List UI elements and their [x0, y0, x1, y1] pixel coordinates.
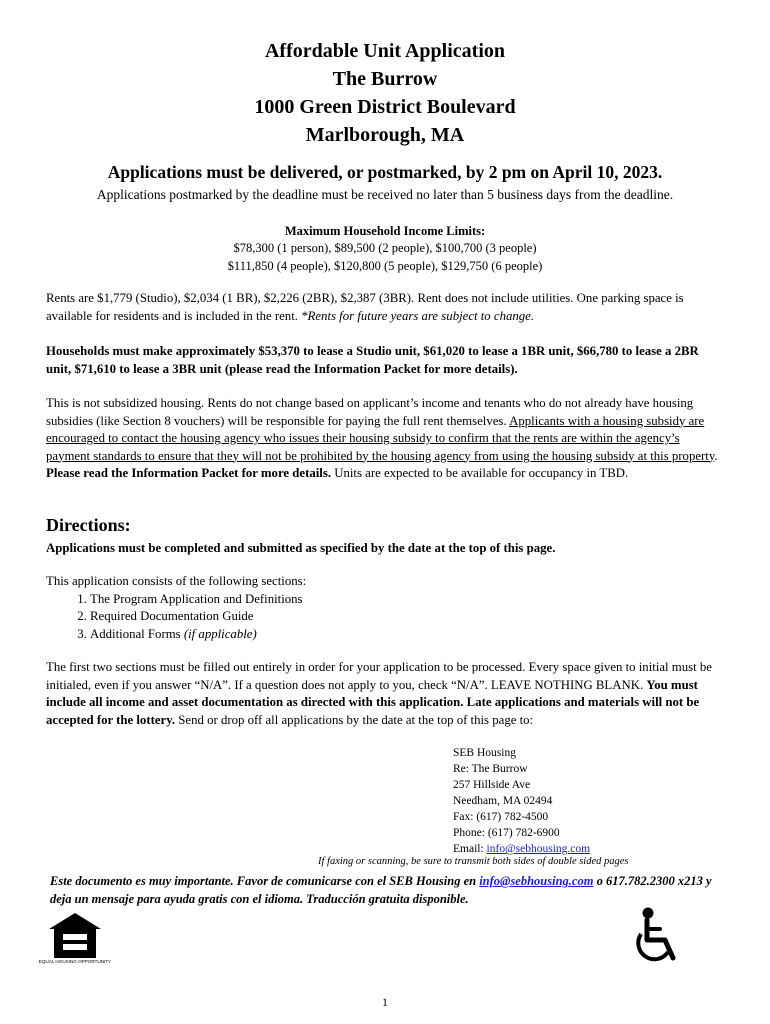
- title-line-2: The Burrow: [332, 68, 438, 90]
- subsidy-bold: Please read the Information Packet for more details.: [46, 466, 332, 480]
- title-line-1: Affordable Unit Application: [264, 40, 506, 62]
- deadline-main: Applications must be delivered, or postmarked, by 2 pm on April 10, 2023.: [107, 162, 663, 182]
- address-fax: Fax: (617) 782-4500: [453, 811, 549, 823]
- address-email-row: [453, 841, 590, 857]
- subsidy-end: Units are expected to be available for occupancy in TBD.: [331, 466, 629, 480]
- address-name: SEB Housing: [453, 747, 516, 759]
- spanish-part-2: o 617.782.2300 x213 y deja un mensaje para ayuda gratis con el idioma. Traducción gratuita disponible.: [50, 874, 712, 906]
- equal-housing-icon: [38, 910, 112, 968]
- address-city: Needham, MA 02494: [453, 795, 553, 807]
- households-paragraph: Households must make approximately $53,370 to lease a Studio unit, $61,020 to lease a 1BR unit, $66,780 to lease a 2BR unit, $71,610 to lease a 3BR unit (please read the Information Packet for more details).: [46, 344, 699, 376]
- address-phone: Phone: (617) 782-6900: [453, 827, 560, 839]
- email-link[interactable]: info@sebhousing.com: [486, 843, 591, 855]
- wheelchair-icon: [632, 906, 688, 968]
- address-re: Re: The Burrow: [453, 763, 528, 775]
- list-item: 1. The Program Application and Definitions: [90, 591, 726, 609]
- instructions-bold: You must include all income and asset documentation as directed with this application. Late applications and materials will not be accepted for the lottery.: [46, 677, 700, 727]
- income-limits-line-1: $78,300 (1 person), $89,500 (2 people), $100,700 (3 people): [233, 241, 537, 255]
- income-limits-title: Maximum Household Income Limits:: [284, 224, 486, 238]
- instructions-end: Send or drop off all applications by the date at the top of this page to:: [175, 712, 534, 727]
- subsidy-period: .: [714, 448, 718, 463]
- address-street: 257 Hillside Ave: [453, 779, 531, 791]
- list-item: 2. Required Documentation Guide: [90, 608, 726, 626]
- directions-heading: Directions:: [46, 515, 131, 535]
- instructions-paragraph: [46, 659, 726, 729]
- instructions-text: The first two sections must be filled out entirely in order for your application to be processed. Every space given to initial must be initialed, even if you answer “N/A”. If a question does not apply to you, check “N/A”. LEAVE NOTHING BLANK.: [46, 660, 712, 692]
- subsidy-underlined: Applicants with a housing subsidy are encouraged to contact the housing agency who issues their housing subsidy to confirm that the rents are within the agency’s payment standards to ensure that they will not be prohibited by the housing agency from using the housing subsidy at this property: [46, 413, 715, 463]
- subsidy-paragraph: [46, 395, 726, 483]
- page-number: 1: [382, 995, 388, 1009]
- spanish-part-1: Este documento es muy importante. Favor de comunicarse con el SEB Housing en: [50, 874, 480, 888]
- fax-note: If faxing or scanning, be sure to transmit both sides of double sided pages: [318, 856, 629, 867]
- sections-list: [46, 591, 726, 644]
- subsidy-text: This is not subsidized housing. Rents do not change based on applicant’s income and tenants who do not already have housing subsidies (like Section 8 vouchers) will be responsible for paying the full rent themselves.: [46, 396, 694, 428]
- spanish-email-link[interactable]: info@sebhousing.com: [479, 874, 594, 888]
- title-line-3: 1000 Green District Boulevard: [254, 96, 516, 118]
- mailing-address: [453, 745, 590, 857]
- spanish-notice: [50, 872, 730, 908]
- list-item: 3. Additional Forms (if applicable): [90, 626, 726, 644]
- rents-paragraph: [46, 290, 726, 325]
- directions-bold-line: Applications must be completed and submitted as specified by the date at the top of this page.: [46, 541, 556, 555]
- income-limits-line-2: $111,850 (4 people), $120,800 (5 people), $129,750 (6 people): [227, 259, 543, 273]
- deadline-sub: Applications postmarked by the deadline must be received no later than 5 business days from the deadline.: [96, 187, 674, 202]
- item-note: (if applicable): [183, 626, 257, 641]
- title-line-4: Marlborough, MA: [305, 124, 465, 146]
- rents-text: Rents are $1,779 (Studio), $2,034 (1 BR), $2,226 (2BR), $2,387 (3BR). Rent does not include utilities. One parking space is available for residents and is included in the rent.: [46, 291, 684, 323]
- email-label: Email:: [453, 843, 487, 855]
- sections-block: [46, 573, 726, 643]
- rents-note: *Rents for future years are subject to change.: [301, 308, 535, 323]
- sections-intro: This application consists of the following sections:: [46, 574, 307, 588]
- equal-housing-text: EQUAL HOUSING OPPORTUNITY: [38, 959, 112, 964]
